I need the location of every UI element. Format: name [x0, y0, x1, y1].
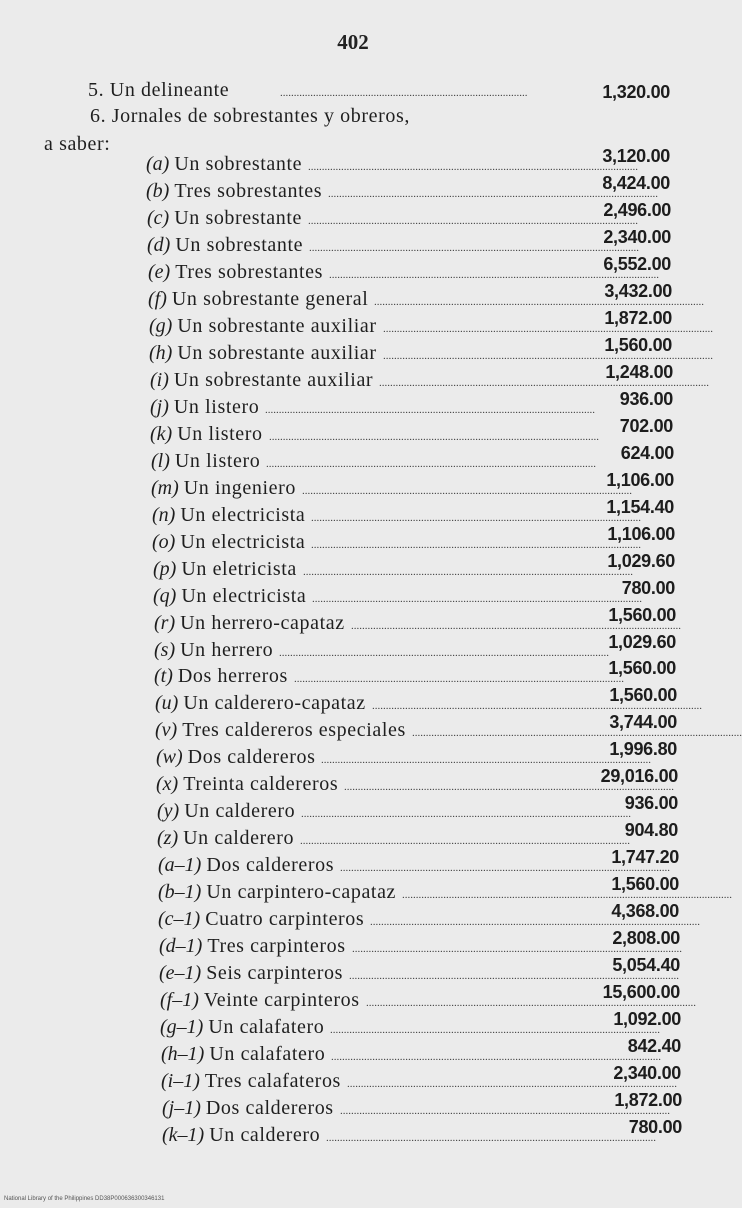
dot-leader: ........................................................................................................................ — [331, 1051, 661, 1063]
list-item — [150, 367, 373, 393]
dot-leader: ........................................................................................................................ — [311, 539, 641, 551]
item-letter: (f) — [148, 288, 167, 310]
dot-leader: ........................................................................................................................ — [412, 727, 742, 739]
item-label: Un listero — [173, 396, 260, 418]
item-amount: 1,154.40 — [606, 497, 674, 517]
item-label: Un calderero — [183, 827, 295, 849]
dot-leader: ........................................................................................................................ — [340, 862, 670, 874]
dot-leader: ........................................................................................................................ — [326, 1132, 656, 1144]
list-item — [151, 475, 296, 501]
intro-line-6: 6. Jornales de sobrestantes y obreros, — [90, 105, 410, 127]
item-letter: (f–1) — [160, 989, 199, 1011]
dot-leader: ........................................................................................................................ — [302, 485, 632, 497]
item-amount: 1,872.00 — [614, 1090, 682, 1110]
item-label: Treinta caldereros — [183, 773, 339, 795]
list-item — [152, 529, 305, 555]
item-label: Un herrero-capataz — [180, 612, 345, 634]
list-item — [158, 906, 364, 932]
item-letter: (y) — [157, 800, 180, 822]
item-label: Un calafatero — [209, 1043, 326, 1065]
item-letter: (j) — [150, 396, 169, 418]
item-letter: (m) — [151, 477, 179, 499]
dot-leader: ........................................................................................................................ — [294, 673, 624, 685]
item-amount: 780.00 — [621, 578, 675, 598]
item-letter: (a–1) — [158, 854, 202, 876]
intro-amount-5: 1,320.00 — [602, 82, 670, 102]
item-label: Veinte carpinteros — [203, 989, 360, 1011]
item-letter: (h–1) — [161, 1043, 205, 1065]
item-letter: (b–1) — [158, 881, 202, 903]
dot-leader: ........................................................................................................................ — [279, 647, 609, 659]
list-item — [158, 852, 334, 878]
list-item — [160, 1014, 324, 1040]
item-label: Un sobrestante — [174, 207, 303, 229]
item-label: Un electricista — [180, 504, 306, 526]
item-label: Un ingeniero — [183, 477, 296, 499]
list-item — [154, 663, 288, 689]
list-item — [149, 313, 377, 339]
list-item — [148, 259, 323, 285]
dot-leader: ........................................................................................................................ — [309, 242, 639, 254]
item-label: Un sobrestante auxiliar — [177, 315, 377, 337]
list-item — [148, 286, 368, 312]
item-amount: 4,368.00 — [611, 901, 679, 921]
item-label: Un electricista — [180, 531, 306, 553]
item-letter: (i) — [150, 369, 169, 391]
item-letter: (g) — [149, 315, 173, 337]
item-amount: 1,747.20 — [611, 847, 679, 867]
page-number: 402 — [337, 30, 369, 54]
item-amount: 1,106.00 — [607, 524, 675, 544]
item-amount: 29,016.00 — [600, 766, 678, 786]
dot-leader: ........................................................................................................................ — [366, 997, 696, 1009]
item-letter: (h) — [149, 342, 173, 364]
item-label: Un calafatero — [208, 1016, 325, 1038]
intro-line-saber: a saber: — [44, 133, 111, 155]
item-letter: (b) — [146, 180, 170, 202]
item-amount: 842.40 — [627, 1036, 681, 1056]
dot-leader: ........................................................................................................................ — [374, 296, 704, 308]
item-letter: (i–1) — [161, 1070, 200, 1092]
item-label: Tres carpinteros — [207, 935, 346, 957]
item-letter: (d–1) — [159, 935, 203, 957]
list-item — [155, 690, 366, 716]
item-label: Seis carpinteros — [206, 962, 343, 984]
list-item — [162, 1095, 334, 1121]
item-letter: (k) — [150, 423, 173, 445]
list-item — [159, 960, 343, 986]
dot-leader: ........................................................................................................................ — [328, 188, 658, 200]
dot-leader: ........................................................................................................................ — [265, 404, 595, 416]
list-item — [146, 151, 302, 177]
item-letter: (p) — [153, 558, 177, 580]
item-amount: 2,340.00 — [613, 1063, 681, 1083]
dot-leader: ........................................................................................................................ — [349, 970, 679, 982]
list-item — [162, 1122, 320, 1148]
item-amount: 6,552.00 — [603, 254, 671, 274]
dot-leader: ........................................................................................................................ — [308, 161, 638, 173]
item-letter: (j–1) — [162, 1097, 201, 1119]
item-letter: (s) — [154, 639, 176, 661]
list-item — [147, 232, 303, 258]
item-letter: (x) — [156, 773, 179, 795]
list-item — [157, 825, 294, 851]
item-amount: 1,029.60 — [608, 632, 676, 652]
item-letter: (d) — [147, 234, 171, 256]
item-amount: 2,496.00 — [603, 200, 671, 220]
dot-leader: ........................................................................................................................ — [301, 808, 631, 820]
item-amount: 3,120.00 — [602, 146, 670, 166]
item-label: Un listero — [174, 450, 261, 472]
list-item — [153, 583, 306, 609]
item-label: Un sobrestante — [175, 234, 304, 256]
list-item — [150, 421, 263, 447]
list-item — [161, 1068, 341, 1094]
item-amount: 1,560.00 — [611, 874, 679, 894]
dot-leader: ........................................................................................................................ — [383, 323, 713, 335]
dot-leader: ........................................................................................................................ — [402, 889, 732, 901]
item-amount: 702.00 — [619, 416, 673, 436]
item-label: Dos caldereros — [206, 854, 335, 876]
dot-leader: ........................................................................................................................ — [344, 781, 674, 793]
item-label: Un listero — [177, 423, 263, 445]
dot-leader: ........................................................................................................................ — [308, 215, 638, 227]
list-item — [154, 610, 345, 636]
item-label: Un electricista — [181, 585, 307, 607]
item-label: Un carpintero-capataz — [206, 881, 397, 903]
item-label: Tres sobrestantes — [175, 261, 323, 283]
list-item — [157, 798, 295, 824]
item-letter: (c–1) — [158, 908, 201, 930]
item-label: Tres calafateros — [204, 1070, 341, 1092]
item-letter: (k–1) — [162, 1124, 205, 1146]
item-amount: 1,560.00 — [604, 335, 672, 355]
item-letter: (t) — [154, 665, 173, 687]
item-amount: 1,996.80 — [609, 739, 677, 759]
item-amount: 1,106.00 — [606, 470, 674, 490]
list-item — [160, 987, 360, 1013]
item-amount: 8,424.00 — [602, 173, 670, 193]
item-amount: 3,744.00 — [609, 712, 677, 732]
item-amount: 15,600.00 — [602, 982, 680, 1002]
dot-leader: ........................................................................................................................ — [311, 512, 641, 524]
item-amount: 1,092.00 — [613, 1009, 681, 1029]
list-item — [154, 637, 273, 663]
item-letter: (a) — [146, 153, 170, 175]
item-label: Un eletricista — [181, 558, 297, 580]
item-letter: (n) — [152, 504, 176, 526]
item-label: Un herrero — [180, 639, 274, 661]
item-amount: 624.00 — [620, 443, 674, 463]
item-letter: (e–1) — [159, 962, 202, 984]
dot-leader: ........................................................................................................................ — [370, 916, 700, 928]
item-label: Un sobrestante general — [171, 288, 369, 310]
dot-leader: ........................................................................................................................ — [352, 943, 682, 955]
item-letter: (g–1) — [160, 1016, 204, 1038]
item-label: Un calderero — [209, 1124, 321, 1146]
item-label: Un sobrestante auxiliar — [177, 342, 377, 364]
item-amount: 904.80 — [624, 820, 678, 840]
list-item — [158, 879, 396, 905]
dot-leader: ........................................................................................................................ — [383, 350, 713, 362]
list-item — [152, 502, 305, 528]
item-amount: 2,340.00 — [603, 227, 671, 247]
item-letter: (z) — [157, 827, 179, 849]
item-amount: 936.00 — [619, 389, 673, 409]
item-amount: 1,560.00 — [608, 605, 676, 625]
list-item — [153, 556, 297, 582]
dot-leader: ........................................................................................................................ — [351, 620, 681, 632]
item-letter: (e) — [148, 261, 171, 283]
intro-line-5: 5. Un delineante — [88, 79, 230, 101]
item-letter: (q) — [153, 585, 177, 607]
list-item — [159, 933, 346, 959]
item-amount: 1,248.00 — [605, 362, 673, 382]
item-label: Dos herreros — [177, 665, 288, 687]
item-amount: 3,432.00 — [604, 281, 672, 301]
item-letter: (c) — [147, 207, 170, 229]
dot-leader: ........................................................................................................................ — [340, 1105, 670, 1117]
item-letter: (r) — [154, 612, 176, 634]
item-amount: 1,560.00 — [609, 685, 677, 705]
list-item — [155, 717, 406, 743]
list-item — [149, 340, 377, 366]
item-label: Un calderero — [184, 800, 296, 822]
dot-leader: ........................................................................................................................ — [329, 269, 659, 281]
dot-leader: ........................................................................................................................ — [321, 754, 651, 766]
item-amount: 2,808.00 — [612, 928, 680, 948]
item-amount: 1,872.00 — [604, 308, 672, 328]
item-amount: 936.00 — [624, 793, 678, 813]
item-label: Un sobrestante — [174, 153, 303, 175]
item-label: Cuatro carpinteros — [205, 908, 365, 930]
dot-leader: ........................................................................................................................ — [330, 1024, 660, 1036]
list-item — [156, 771, 338, 797]
item-amount: 5,054.40 — [612, 955, 680, 975]
item-label: Dos caldereros — [187, 746, 316, 768]
list-item — [156, 744, 315, 770]
item-label: Tres caldereros especiales — [182, 719, 406, 741]
dot-leader: ........................................................................................................................ — [347, 1078, 677, 1090]
dot-leader: ........................................................................................................................ — [300, 835, 630, 847]
dot-leader: .......................................................................................... — [280, 87, 528, 99]
footer-credit: National Library of the Philippines DD38P000636300346131 — [4, 1196, 165, 1202]
dot-leader: ........................................................................................................................ — [379, 377, 709, 389]
item-letter: (l) — [151, 450, 170, 472]
list-item — [161, 1041, 325, 1067]
dot-leader: ........................................................................................................................ — [312, 593, 642, 605]
item-label: Un sobrestante auxiliar — [173, 369, 374, 391]
item-label: Dos caldereros — [205, 1097, 334, 1119]
dot-leader: ........................................................................................................................ — [266, 458, 596, 470]
item-letter: (o) — [152, 531, 176, 553]
item-letter: (v) — [155, 719, 178, 741]
item-label: Tres sobrestantes — [174, 180, 323, 202]
item-letter: (u) — [155, 692, 179, 714]
item-amount: 1,029.60 — [607, 551, 675, 571]
dot-leader: ........................................................................................................................ — [269, 431, 599, 443]
list-item — [150, 394, 259, 420]
list-item — [147, 205, 302, 231]
item-amount: 1,560.00 — [608, 658, 676, 678]
list-item — [146, 178, 322, 204]
dot-leader: ........................................................................................................................ — [372, 700, 702, 712]
item-amount: 780.00 — [628, 1117, 682, 1137]
list-item — [151, 448, 260, 474]
dot-leader: ........................................................................................................................ — [303, 566, 633, 578]
item-label: Un calderero-capataz — [183, 692, 366, 714]
item-letter: (w) — [156, 746, 183, 768]
